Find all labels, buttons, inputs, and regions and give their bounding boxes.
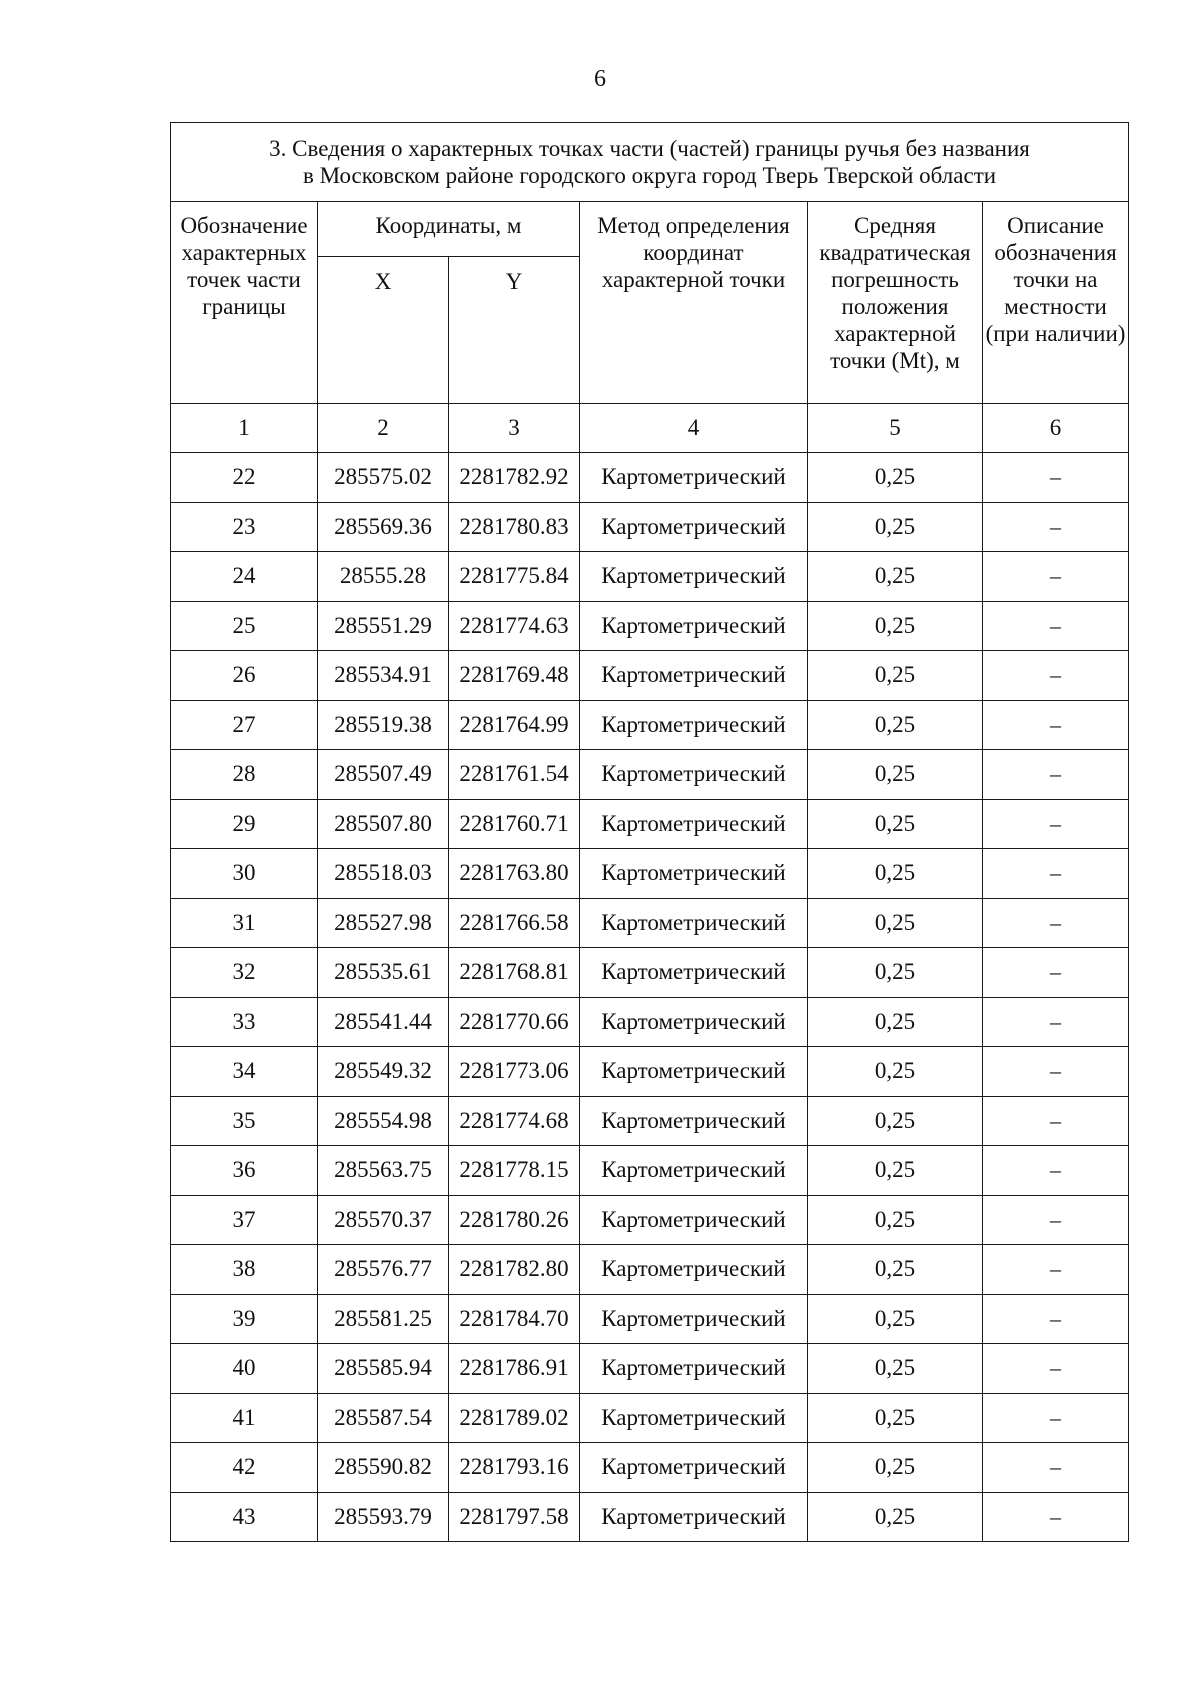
cell-point: 43 bbox=[171, 1492, 318, 1542]
cell-description: – bbox=[983, 601, 1129, 651]
coordinates-table bbox=[170, 122, 1129, 1542]
cell-description: – bbox=[983, 799, 1129, 849]
column-number-row bbox=[171, 404, 1129, 453]
section-title-line-2: в Московском районе городского округа город Тверь Тверской области bbox=[302, 163, 997, 188]
table-row bbox=[171, 1096, 1129, 1146]
header-accuracy: Средняя квадратическая погрешность положения характерной точки (Mt), м bbox=[808, 202, 983, 404]
cell-method: Картометрический bbox=[580, 453, 808, 503]
table-row bbox=[171, 1443, 1129, 1493]
cell-method: Картометрический bbox=[580, 750, 808, 800]
table-row bbox=[171, 651, 1129, 701]
table-row bbox=[171, 1294, 1129, 1344]
cell-method: Картометрический bbox=[580, 898, 808, 948]
cell-accuracy: 0,25 bbox=[808, 750, 983, 800]
cell-description: – bbox=[983, 700, 1129, 750]
cell-y: 2281763.80 bbox=[449, 849, 580, 899]
cell-x: 285507.80 bbox=[318, 799, 449, 849]
cell-accuracy: 0,25 bbox=[808, 948, 983, 998]
section-title-line-1: 3. Сведения о характерных точках части (частей) границы ручья без названия bbox=[269, 136, 1030, 161]
cell-x: 285576.77 bbox=[318, 1245, 449, 1295]
cell-y: 2281786.91 bbox=[449, 1344, 580, 1394]
cell-accuracy: 0,25 bbox=[808, 1096, 983, 1146]
cell-y: 2281760.71 bbox=[449, 799, 580, 849]
cell-y: 2281766.58 bbox=[449, 898, 580, 948]
column-number: 1 bbox=[171, 404, 318, 453]
cell-x: 285549.32 bbox=[318, 1047, 449, 1097]
table-row bbox=[171, 1195, 1129, 1245]
header-x: X bbox=[318, 257, 449, 404]
cell-accuracy: 0,25 bbox=[808, 453, 983, 503]
cell-point: 35 bbox=[171, 1096, 318, 1146]
cell-description: – bbox=[983, 997, 1129, 1047]
cell-description: – bbox=[983, 898, 1129, 948]
cell-point: 23 bbox=[171, 502, 318, 552]
cell-y: 2281761.54 bbox=[449, 750, 580, 800]
header-point-designation: Обозначение характерных точек части границы bbox=[171, 202, 318, 404]
table-row bbox=[171, 552, 1129, 602]
cell-description: – bbox=[983, 453, 1129, 503]
cell-y: 2281778.15 bbox=[449, 1146, 580, 1196]
cell-x: 285554.98 bbox=[318, 1096, 449, 1146]
cell-method: Картометрический bbox=[580, 1146, 808, 1196]
header-y: Y bbox=[449, 257, 580, 404]
cell-point: 28 bbox=[171, 750, 318, 800]
cell-point: 24 bbox=[171, 552, 318, 602]
cell-description: – bbox=[983, 849, 1129, 899]
cell-point: 29 bbox=[171, 799, 318, 849]
cell-description: – bbox=[983, 1047, 1129, 1097]
table-row bbox=[171, 1146, 1129, 1196]
column-number: 2 bbox=[318, 404, 449, 453]
cell-point: 38 bbox=[171, 1245, 318, 1295]
cell-description: – bbox=[983, 1393, 1129, 1443]
cell-accuracy: 0,25 bbox=[808, 552, 983, 602]
cell-description: – bbox=[983, 1245, 1129, 1295]
column-number: 6 bbox=[983, 404, 1129, 453]
cell-method: Картометрический bbox=[580, 502, 808, 552]
cell-point: 32 bbox=[171, 948, 318, 998]
column-number: 4 bbox=[580, 404, 808, 453]
cell-y: 2281789.02 bbox=[449, 1393, 580, 1443]
cell-accuracy: 0,25 bbox=[808, 1195, 983, 1245]
table-body bbox=[171, 453, 1129, 1542]
table-row bbox=[171, 1344, 1129, 1394]
cell-x: 285569.36 bbox=[318, 502, 449, 552]
section-title bbox=[171, 123, 1129, 202]
cell-y: 2281774.68 bbox=[449, 1096, 580, 1146]
cell-y: 2281782.80 bbox=[449, 1245, 580, 1295]
cell-description: – bbox=[983, 552, 1129, 602]
cell-description: – bbox=[983, 1492, 1129, 1542]
table-row bbox=[171, 453, 1129, 503]
cell-point: 40 bbox=[171, 1344, 318, 1394]
cell-point: 31 bbox=[171, 898, 318, 948]
column-number: 5 bbox=[808, 404, 983, 453]
cell-x: 285518.03 bbox=[318, 849, 449, 899]
cell-x: 285581.25 bbox=[318, 1294, 449, 1344]
table-row bbox=[171, 799, 1129, 849]
cell-point: 26 bbox=[171, 651, 318, 701]
table-row bbox=[171, 1492, 1129, 1542]
cell-accuracy: 0,25 bbox=[808, 849, 983, 899]
cell-accuracy: 0,25 bbox=[808, 1443, 983, 1493]
table-row bbox=[171, 849, 1129, 899]
cell-method: Картометрический bbox=[580, 1443, 808, 1493]
cell-x: 285551.29 bbox=[318, 601, 449, 651]
cell-point: 42 bbox=[171, 1443, 318, 1493]
cell-method: Картометрический bbox=[580, 997, 808, 1047]
cell-x: 285575.02 bbox=[318, 453, 449, 503]
cell-description: – bbox=[983, 750, 1129, 800]
cell-method: Картометрический bbox=[580, 1245, 808, 1295]
cell-x: 285570.37 bbox=[318, 1195, 449, 1245]
cell-y: 2281784.70 bbox=[449, 1294, 580, 1344]
cell-x: 285541.44 bbox=[318, 997, 449, 1047]
cell-y: 2281773.06 bbox=[449, 1047, 580, 1097]
cell-accuracy: 0,25 bbox=[808, 1245, 983, 1295]
cell-method: Картометрический bbox=[580, 1393, 808, 1443]
cell-method: Картометрический bbox=[580, 552, 808, 602]
header-method: Метод определения координат характерной точки bbox=[580, 202, 808, 404]
cell-method: Картометрический bbox=[580, 601, 808, 651]
cell-method: Картометрический bbox=[580, 1195, 808, 1245]
cell-accuracy: 0,25 bbox=[808, 997, 983, 1047]
cell-point: 25 bbox=[171, 601, 318, 651]
cell-point: 37 bbox=[171, 1195, 318, 1245]
table-row bbox=[171, 502, 1129, 552]
cell-point: 33 bbox=[171, 997, 318, 1047]
cell-x: 285527.98 bbox=[318, 898, 449, 948]
cell-y: 2281775.84 bbox=[449, 552, 580, 602]
cell-x: 285534.91 bbox=[318, 651, 449, 701]
cell-method: Картометрический bbox=[580, 948, 808, 998]
cell-x: 28555.28 bbox=[318, 552, 449, 602]
table-row bbox=[171, 750, 1129, 800]
cell-x: 285535.61 bbox=[318, 948, 449, 998]
cell-y: 2281769.48 bbox=[449, 651, 580, 701]
cell-method: Картометрический bbox=[580, 700, 808, 750]
cell-point: 27 bbox=[171, 700, 318, 750]
cell-description: – bbox=[983, 1096, 1129, 1146]
cell-x: 285585.94 bbox=[318, 1344, 449, 1394]
cell-accuracy: 0,25 bbox=[808, 1047, 983, 1097]
cell-description: – bbox=[983, 651, 1129, 701]
header-description: Описание обозначения точки на местности (при наличии) bbox=[983, 202, 1129, 404]
cell-description: – bbox=[983, 1195, 1129, 1245]
cell-y: 2281768.81 bbox=[449, 948, 580, 998]
cell-accuracy: 0,25 bbox=[808, 502, 983, 552]
cell-point: 41 bbox=[171, 1393, 318, 1443]
table-row bbox=[171, 1047, 1129, 1097]
cell-x: 285507.49 bbox=[318, 750, 449, 800]
cell-point: 30 bbox=[171, 849, 318, 899]
cell-method: Картометрический bbox=[580, 1294, 808, 1344]
column-number: 3 bbox=[449, 404, 580, 453]
cell-point: 36 bbox=[171, 1146, 318, 1196]
table-row bbox=[171, 1245, 1129, 1295]
header-coordinates: Координаты, м bbox=[318, 202, 580, 257]
table-row bbox=[171, 948, 1129, 998]
cell-method: Картометрический bbox=[580, 1096, 808, 1146]
cell-x: 285587.54 bbox=[318, 1393, 449, 1443]
cell-method: Картометрический bbox=[580, 1344, 808, 1394]
table-row bbox=[171, 898, 1129, 948]
table-row bbox=[171, 700, 1129, 750]
cell-accuracy: 0,25 bbox=[808, 1492, 983, 1542]
cell-y: 2281782.92 bbox=[449, 453, 580, 503]
cell-method: Картометрический bbox=[580, 1047, 808, 1097]
cell-x: 285519.38 bbox=[318, 700, 449, 750]
cell-y: 2281793.16 bbox=[449, 1443, 580, 1493]
cell-method: Картометрический bbox=[580, 651, 808, 701]
cell-accuracy: 0,25 bbox=[808, 651, 983, 701]
cell-accuracy: 0,25 bbox=[808, 1344, 983, 1394]
cell-accuracy: 0,25 bbox=[808, 601, 983, 651]
cell-x: 285593.79 bbox=[318, 1492, 449, 1542]
table-row bbox=[171, 1393, 1129, 1443]
cell-accuracy: 0,25 bbox=[808, 1393, 983, 1443]
page-number: 6 bbox=[594, 66, 606, 92]
cell-method: Картометрический bbox=[580, 799, 808, 849]
cell-description: – bbox=[983, 1344, 1129, 1394]
cell-y: 2281764.99 bbox=[449, 700, 580, 750]
cell-accuracy: 0,25 bbox=[808, 1146, 983, 1196]
cell-y: 2281780.26 bbox=[449, 1195, 580, 1245]
table-row bbox=[171, 601, 1129, 651]
cell-accuracy: 0,25 bbox=[808, 898, 983, 948]
cell-description: – bbox=[983, 502, 1129, 552]
cell-x: 285563.75 bbox=[318, 1146, 449, 1196]
cell-point: 39 bbox=[171, 1294, 318, 1344]
cell-method: Картометрический bbox=[580, 1492, 808, 1542]
cell-point: 22 bbox=[171, 453, 318, 503]
cell-description: – bbox=[983, 948, 1129, 998]
cell-description: – bbox=[983, 1443, 1129, 1493]
cell-point: 34 bbox=[171, 1047, 318, 1097]
cell-y: 2281797.58 bbox=[449, 1492, 580, 1542]
cell-description: – bbox=[983, 1294, 1129, 1344]
table-row bbox=[171, 997, 1129, 1047]
cell-description: – bbox=[983, 1146, 1129, 1196]
cell-accuracy: 0,25 bbox=[808, 799, 983, 849]
cell-method: Картометрический bbox=[580, 849, 808, 899]
cell-accuracy: 0,25 bbox=[808, 1294, 983, 1344]
cell-x: 285590.82 bbox=[318, 1443, 449, 1493]
cell-y: 2281780.83 bbox=[449, 502, 580, 552]
cell-y: 2281770.66 bbox=[449, 997, 580, 1047]
cell-accuracy: 0,25 bbox=[808, 700, 983, 750]
cell-y: 2281774.63 bbox=[449, 601, 580, 651]
